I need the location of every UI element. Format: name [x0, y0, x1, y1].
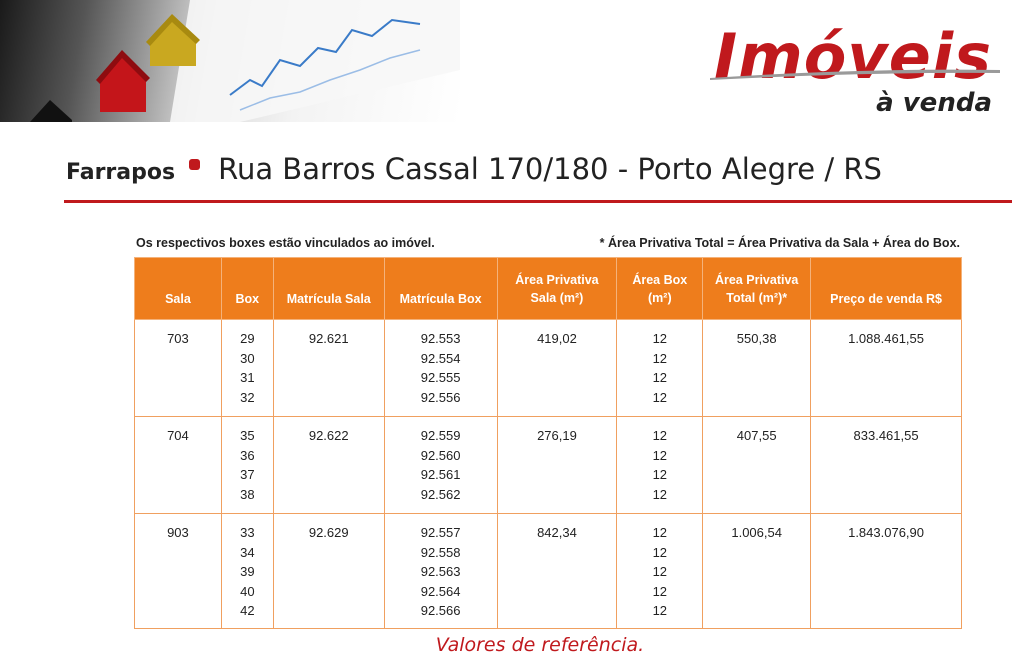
- area-note: * Área Privativa Total = Área Privativa da Sala + Área do Box.: [599, 236, 960, 250]
- header-matricula-box: Matrícula Box: [384, 258, 497, 320]
- header-box: Box: [221, 258, 273, 320]
- title-divider: [64, 200, 1012, 203]
- table-row: [135, 417, 962, 514]
- table-header-row: [135, 258, 962, 320]
- cell-matriculas-box: 92.553 92.554 92.555 92.556: [384, 320, 497, 417]
- brand-subtitle: à venda: [876, 88, 992, 118]
- header-sala: Sala: [135, 258, 222, 320]
- properties-table: [134, 257, 962, 629]
- cell-matricula-sala: 92.622: [273, 417, 384, 514]
- header-preco: Preço de venda R$: [811, 258, 962, 320]
- page-title: [66, 152, 1016, 196]
- reference-note: Valores de referência.: [435, 634, 645, 656]
- address-label: Rua Barros Cassal 170/180 - Porto Alegre / RS: [218, 152, 882, 186]
- cell-area-total: 1.006,54: [703, 514, 811, 629]
- neighborhood-label: Farrapos: [66, 160, 176, 185]
- cell-areas-box: 12 12 12 12 12: [617, 514, 703, 629]
- cell-matriculas-box: 92.559 92.560 92.561 92.562: [384, 417, 497, 514]
- bullet-icon: [189, 159, 200, 170]
- header-banner: [0, 0, 1030, 122]
- cell-area-total: 407,55: [703, 417, 811, 514]
- brand-swoosh-icon: [710, 66, 1000, 82]
- cell-matricula-sala: 92.629: [273, 514, 384, 629]
- cell-areas-box: 12 12 12 12: [617, 417, 703, 514]
- brand-title: Imóveis: [714, 20, 992, 93]
- table-row: [135, 514, 962, 629]
- banner-photo: [0, 0, 460, 122]
- boxes-note: Os respectivos boxes estão vinculados ao imóvel.: [136, 236, 435, 250]
- cell-sala: 903: [135, 514, 222, 629]
- black-house-icon: [30, 100, 72, 122]
- header-area-total: Área Privativa Total (m²)*: [703, 258, 811, 320]
- cell-preco: 1.088.461,55: [811, 320, 962, 417]
- cell-areas-box: 12 12 12 12: [617, 320, 703, 417]
- red-house-icon: [96, 50, 150, 112]
- cell-boxes: 29 30 31 32: [221, 320, 273, 417]
- cell-area-total: 550,38: [703, 320, 811, 417]
- header-matricula-sala: Matrícula Sala: [273, 258, 384, 320]
- cell-area-sala: 419,02: [497, 320, 617, 417]
- cell-preco: 1.843.076,90: [811, 514, 962, 629]
- cell-matriculas-box: 92.557 92.558 92.563 92.564 92.566: [384, 514, 497, 629]
- cell-matricula-sala: 92.621: [273, 320, 384, 417]
- cell-boxes: 33 34 39 40 42: [221, 514, 273, 629]
- cell-boxes: 35 36 37 38: [221, 417, 273, 514]
- header-area-sala: Área Privativa Sala (m²): [497, 258, 617, 320]
- cell-sala: 703: [135, 320, 222, 417]
- cell-area-sala: 842,34: [497, 514, 617, 629]
- header-area-box: Área Box (m²): [617, 258, 703, 320]
- table-row: [135, 320, 962, 417]
- cell-preco: 833.461,55: [811, 417, 962, 514]
- cell-sala: 704: [135, 417, 222, 514]
- cell-area-sala: 276,19: [497, 417, 617, 514]
